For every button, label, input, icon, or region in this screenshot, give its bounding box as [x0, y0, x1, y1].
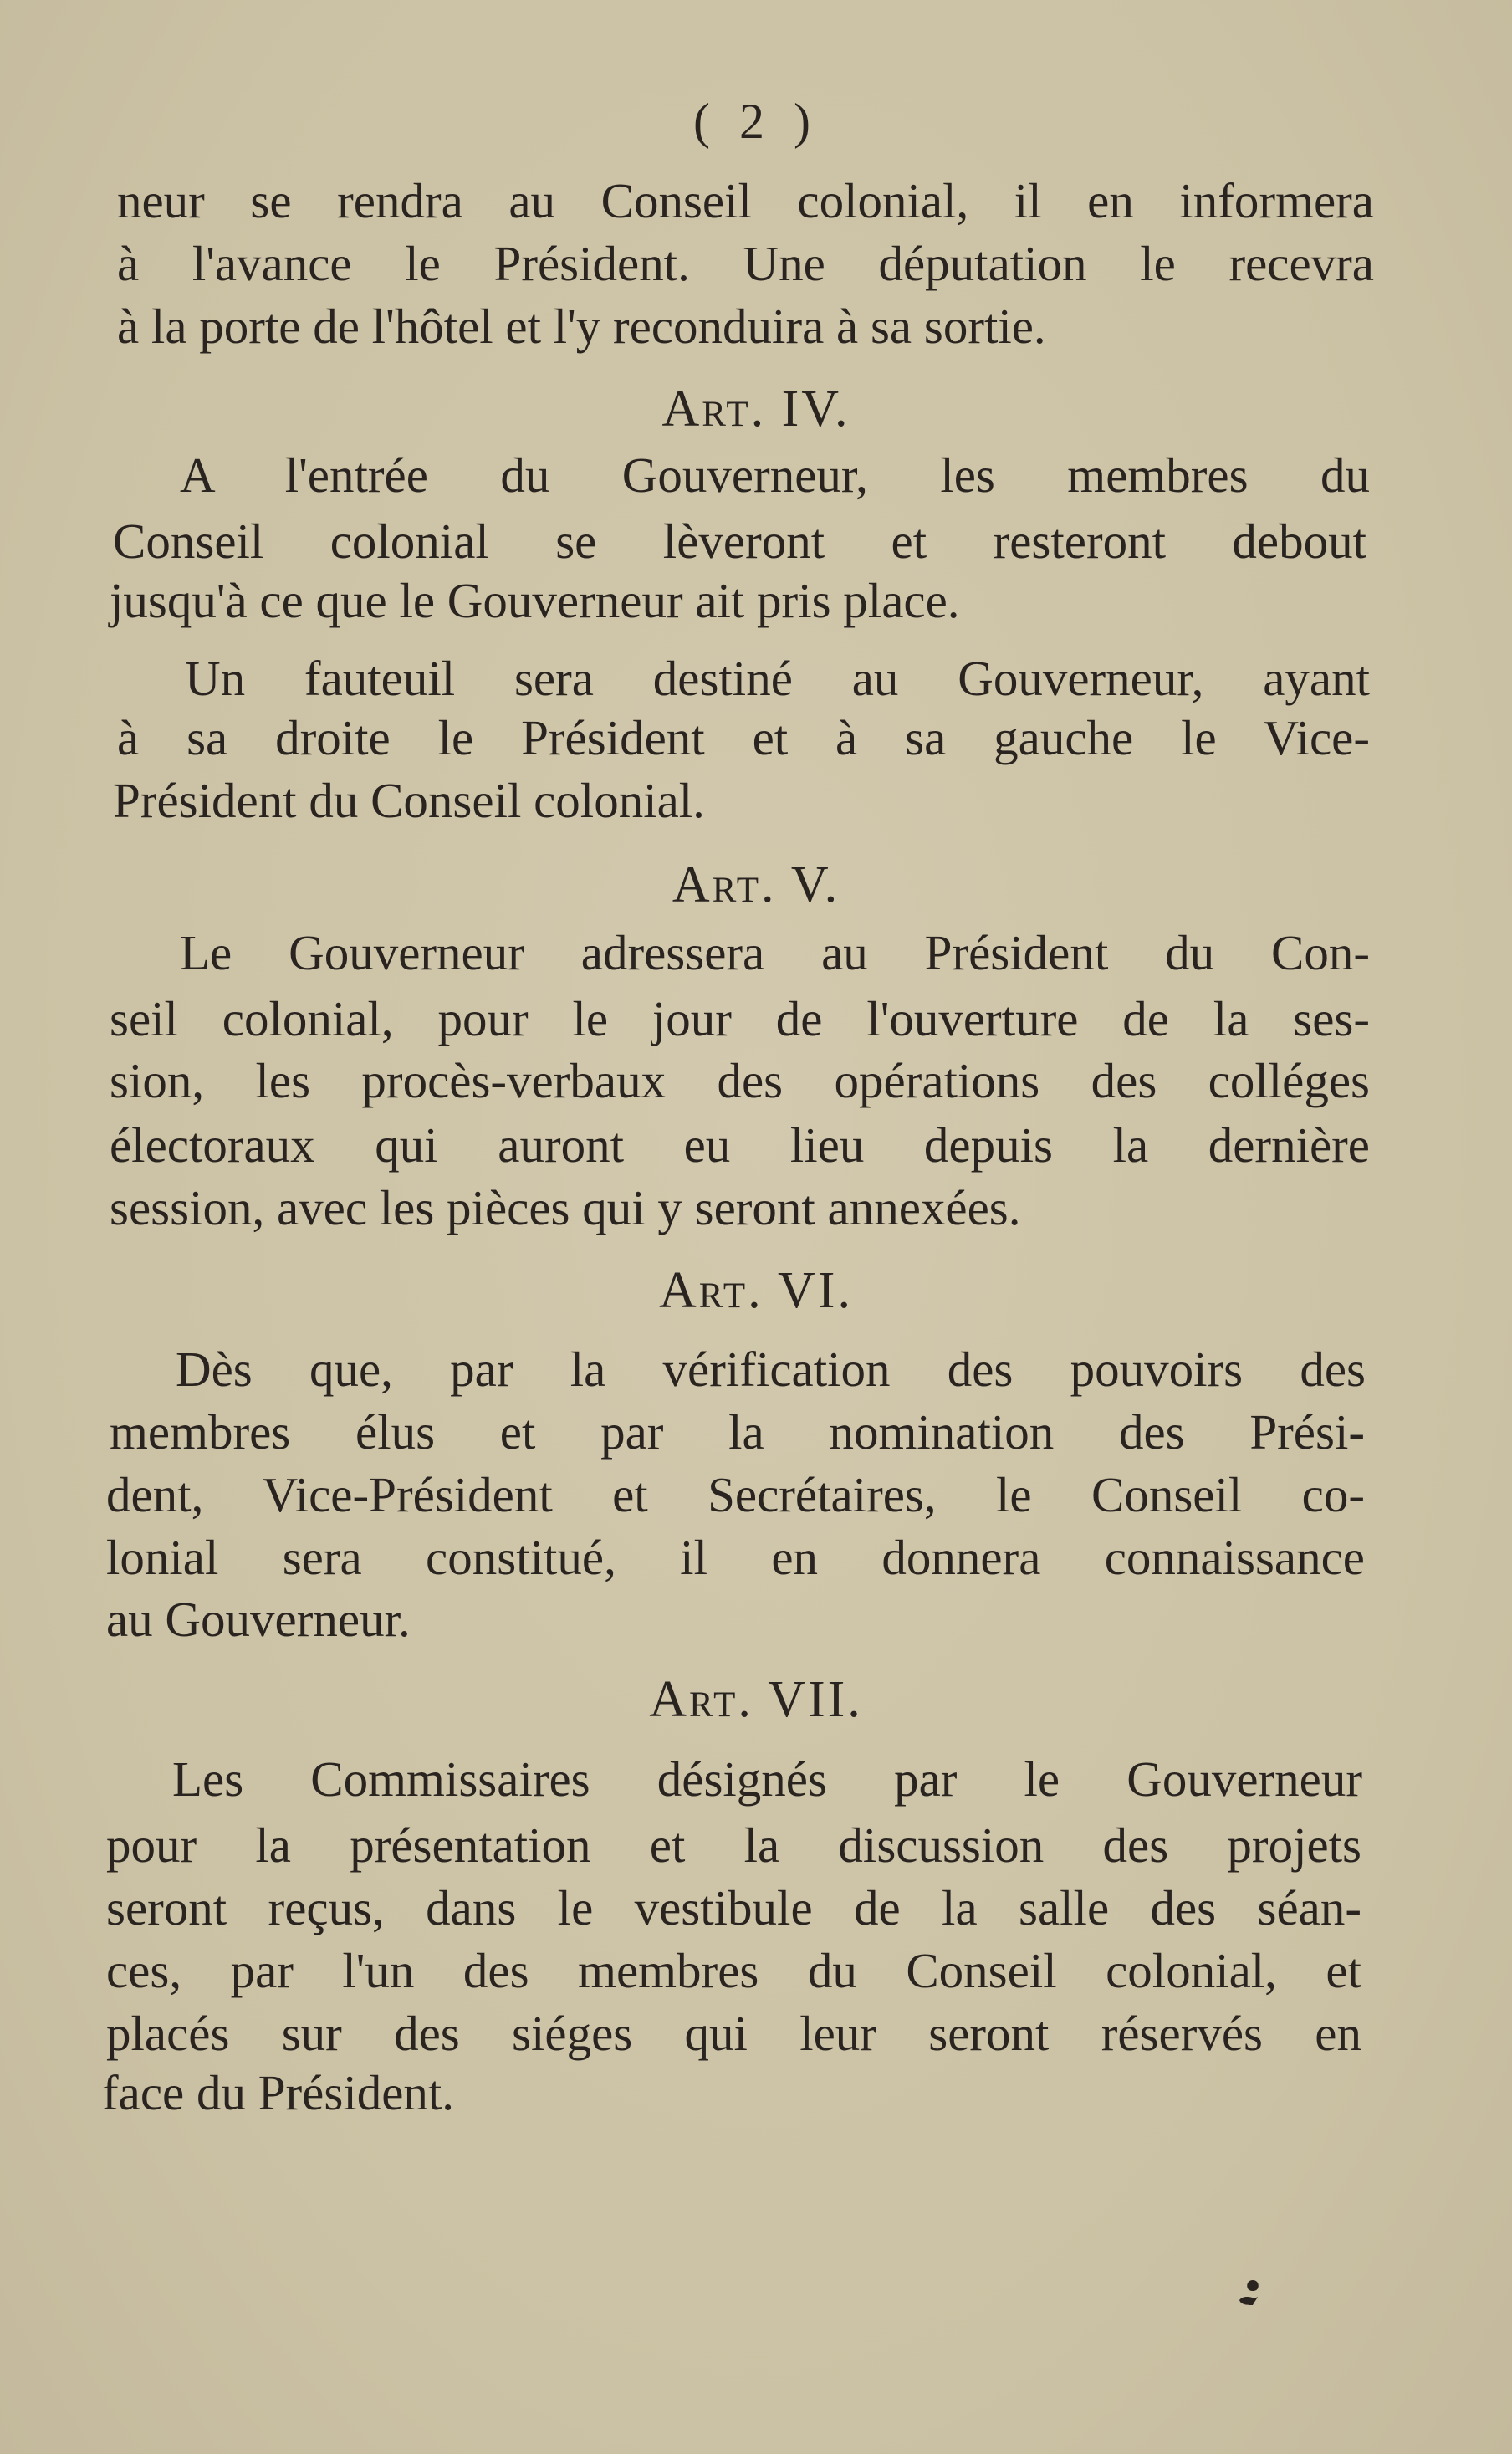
article-heading: Art. VI.: [659, 1262, 853, 1319]
text-line: A l'entrée du Gouverneur, les membres du: [180, 447, 1370, 503]
text-line: lonial sera constitué, il en donnera connaissance: [106, 1530, 1365, 1585]
page-number: ( 2 ): [693, 94, 819, 149]
text-line: sion, les procès-verbaux des opérations des colléges: [110, 1053, 1370, 1108]
article-heading: Art. V.: [672, 856, 840, 913]
text-line: à l'avance le Président. Une députation le recevra: [117, 236, 1374, 291]
text-line: placés sur des siéges qui leur seront réservés en: [106, 2006, 1361, 2061]
text-line: dent, Vice-Président et Secrétaires, le Conseil co-: [106, 1467, 1365, 1522]
text-line: à sa droite le Président et à sa gauche le Vice-: [117, 710, 1370, 765]
text-line: pour la présentation et la discussion des projets: [106, 1817, 1361, 1873]
article-heading: Art. VII.: [649, 1671, 863, 1728]
text-line: Un fauteuil sera destiné au Gouverneur, ayant: [185, 651, 1370, 706]
text-line: face du Président.: [102, 2065, 455, 2120]
text-line: seil colonial, pour le jour de l'ouverture de la ses-: [110, 991, 1370, 1046]
text-line: jusqu'à ce que le Gouverneur ait pris place.: [110, 573, 960, 628]
text-line: Président du Conseil colonial.: [113, 773, 705, 828]
text-line: seront reçus, dans le vestibule de la salle des séan-: [106, 1880, 1361, 1935]
text-line: Le Gouverneur adressera au Président du Con-: [180, 925, 1370, 980]
text-line: Dès que, par la vérification des pouvoirs des: [176, 1342, 1366, 1397]
text-line: session, avec les pièces qui y seront annexées.: [110, 1180, 1021, 1235]
article-heading: Art. IV.: [662, 381, 850, 437]
text-line: Conseil colonial se lèveront et resteront debout: [113, 514, 1366, 569]
text-line: membres élus et par la nomination des Prési-: [110, 1404, 1365, 1460]
text-line: au Gouverneur.: [106, 1592, 411, 1647]
text-line: Les Commissaires désignés par le Gouverneur: [172, 1751, 1362, 1807]
text-line: neur se rendra au Conseil colonial, il en informera: [117, 173, 1374, 228]
printers-ornament-icon: [1236, 2273, 1269, 2324]
text-line: électoraux qui auront eu lieu depuis la dernière: [110, 1117, 1370, 1173]
text-line: ces, par l'un des membres du Conseil colonial, et: [106, 1943, 1361, 1998]
text-line: à la porte de l'hôtel et l'y reconduira à sa sortie.: [117, 299, 1046, 354]
